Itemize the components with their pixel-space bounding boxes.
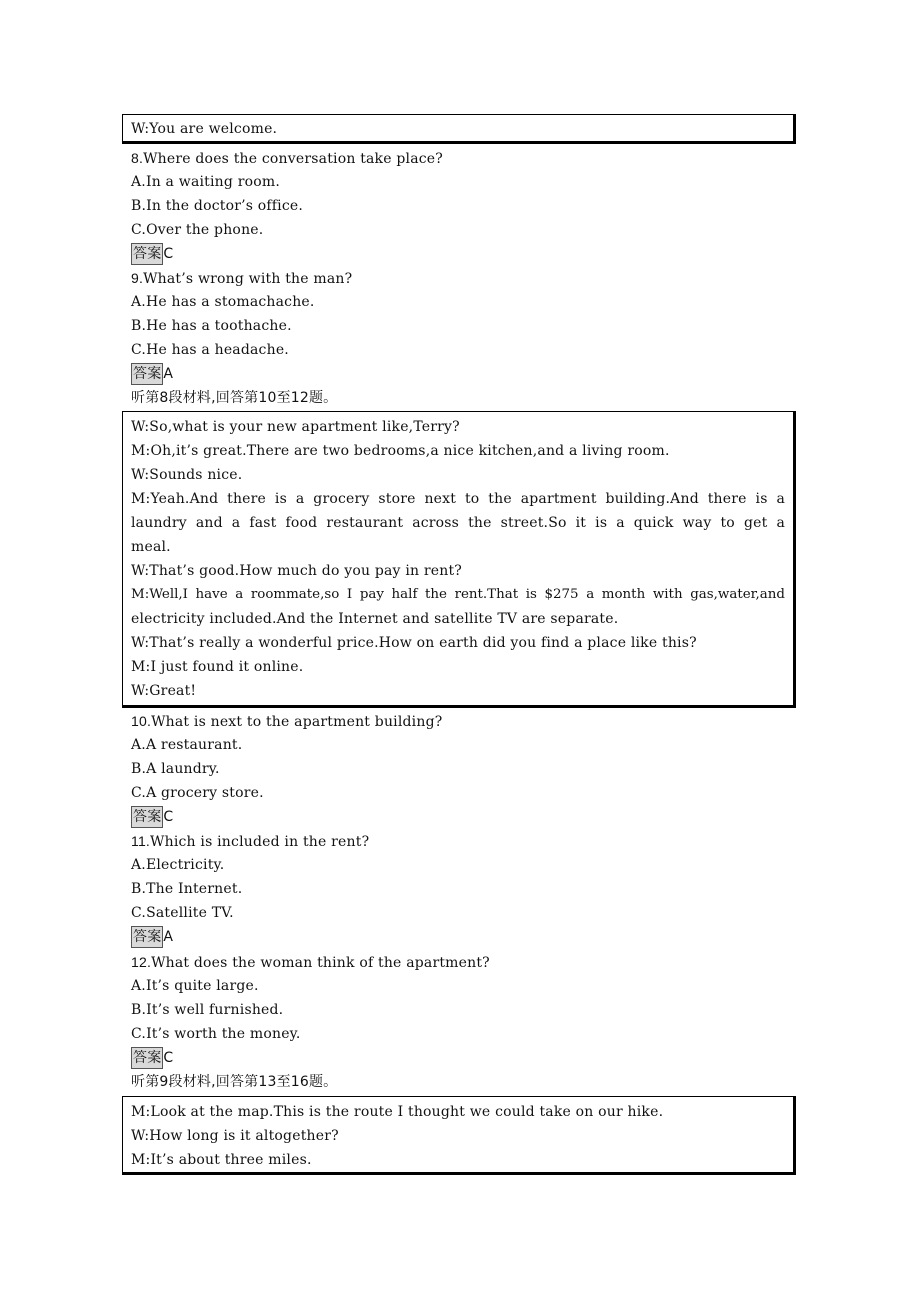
answer-value: C xyxy=(163,246,174,262)
option-a: A.In a waiting room. xyxy=(131,174,280,190)
answer-value: A xyxy=(163,366,174,382)
transcript-line: M:Well,I have a roommate,so I pay half the rent.That is $275 a month with gas,water,and xyxy=(131,587,785,602)
answer-label: 答案 xyxy=(131,926,163,948)
answer-value: C xyxy=(163,1050,174,1066)
option-a: A.Electricity. xyxy=(131,857,225,873)
transcript-line: W:So,what is your new apartment like,Terry? xyxy=(131,419,460,435)
transcript-line: M:Yeah.And there is a grocery store next to the apartment building.And there is a xyxy=(131,491,785,507)
question-number: 12. xyxy=(131,954,152,970)
option-b: B.He has a toothache. xyxy=(131,318,292,334)
answer-row xyxy=(131,362,173,386)
section-instruction: 听第8段材料,回答第10至12题。 xyxy=(131,390,338,406)
transcript-line: M:I just found it online. xyxy=(131,659,304,675)
question-10 xyxy=(131,709,442,733)
option-b: B.A laundry. xyxy=(131,761,220,777)
answer-row xyxy=(131,925,173,949)
option-c: C.It’s worth the money. xyxy=(131,1026,301,1042)
option-a: A.A restaurant. xyxy=(131,737,243,753)
section-instruction: 听第9段材料,回答第13至16题。 xyxy=(131,1074,338,1090)
option-c: C.He has a headache. xyxy=(131,342,289,358)
question-number: 11. xyxy=(131,833,151,849)
question-12 xyxy=(131,950,490,974)
option-b: B.The Internet. xyxy=(131,881,243,897)
answer-row xyxy=(131,1046,173,1070)
transcript-box xyxy=(122,114,796,144)
transcript-line: W:That’s good.How much do you pay in rent? xyxy=(131,563,462,579)
transcript-line: W:You are welcome. xyxy=(131,121,278,137)
option-c: C.Over the phone. xyxy=(131,222,264,238)
transcript-line: W:Great! xyxy=(131,683,197,699)
answer-row xyxy=(131,805,173,829)
answer-label: 答案 xyxy=(131,243,163,265)
transcript-line: M:Oh,it’s great.There are two bedrooms,a nice kitchen,and a living room. xyxy=(131,443,670,459)
transcript-line: W:That’s really a wonderful price.How on earth did you find a place like this? xyxy=(131,635,697,651)
transcript-line: laundry and a fast food restaurant across the street.So it is a quick way to get a xyxy=(131,515,785,531)
answer-label: 答案 xyxy=(131,1047,163,1069)
answer-value: C xyxy=(163,809,174,825)
question-text: What’s wrong with the man? xyxy=(143,271,353,287)
question-8 xyxy=(131,146,443,170)
transcript-line: W:How long is it altogether? xyxy=(131,1128,339,1144)
question-11 xyxy=(131,829,369,853)
option-b: B.It’s well furnished. xyxy=(131,1002,284,1018)
answer-label: 答案 xyxy=(131,363,163,385)
transcript-line: meal. xyxy=(131,539,171,555)
transcript-line: W:Sounds nice. xyxy=(131,467,243,483)
transcript-box xyxy=(122,1096,796,1175)
question-number: 9. xyxy=(131,270,144,286)
transcript-line: electricity included.And the Internet and satellite TV are separate. xyxy=(131,611,619,627)
question-number: 8. xyxy=(131,150,144,166)
question-text: What does the woman think of the apartment? xyxy=(151,955,490,971)
question-text: Which is included in the rent? xyxy=(150,834,370,850)
question-number: 10. xyxy=(131,713,152,729)
answer-value: A xyxy=(163,929,174,945)
option-b: B.In the doctor’s office. xyxy=(131,198,304,214)
answer-label: 答案 xyxy=(131,806,163,828)
transcript-line: M:It’s about three miles. xyxy=(131,1152,312,1168)
option-a: A.It’s quite large. xyxy=(131,978,259,994)
transcript-line: M:Look at the map.This is the route I thought we could take on our hike. xyxy=(131,1104,664,1120)
question-9 xyxy=(131,266,352,290)
transcript-box xyxy=(122,411,796,708)
question-text: What is next to the apartment building? xyxy=(151,714,443,730)
option-a: A.He has a stomachache. xyxy=(131,294,315,310)
option-c: C.Satellite TV. xyxy=(131,905,234,921)
answer-row xyxy=(131,242,173,266)
option-c: C.A grocery store. xyxy=(131,785,264,801)
question-text: Where does the conversation take place? xyxy=(143,151,443,167)
